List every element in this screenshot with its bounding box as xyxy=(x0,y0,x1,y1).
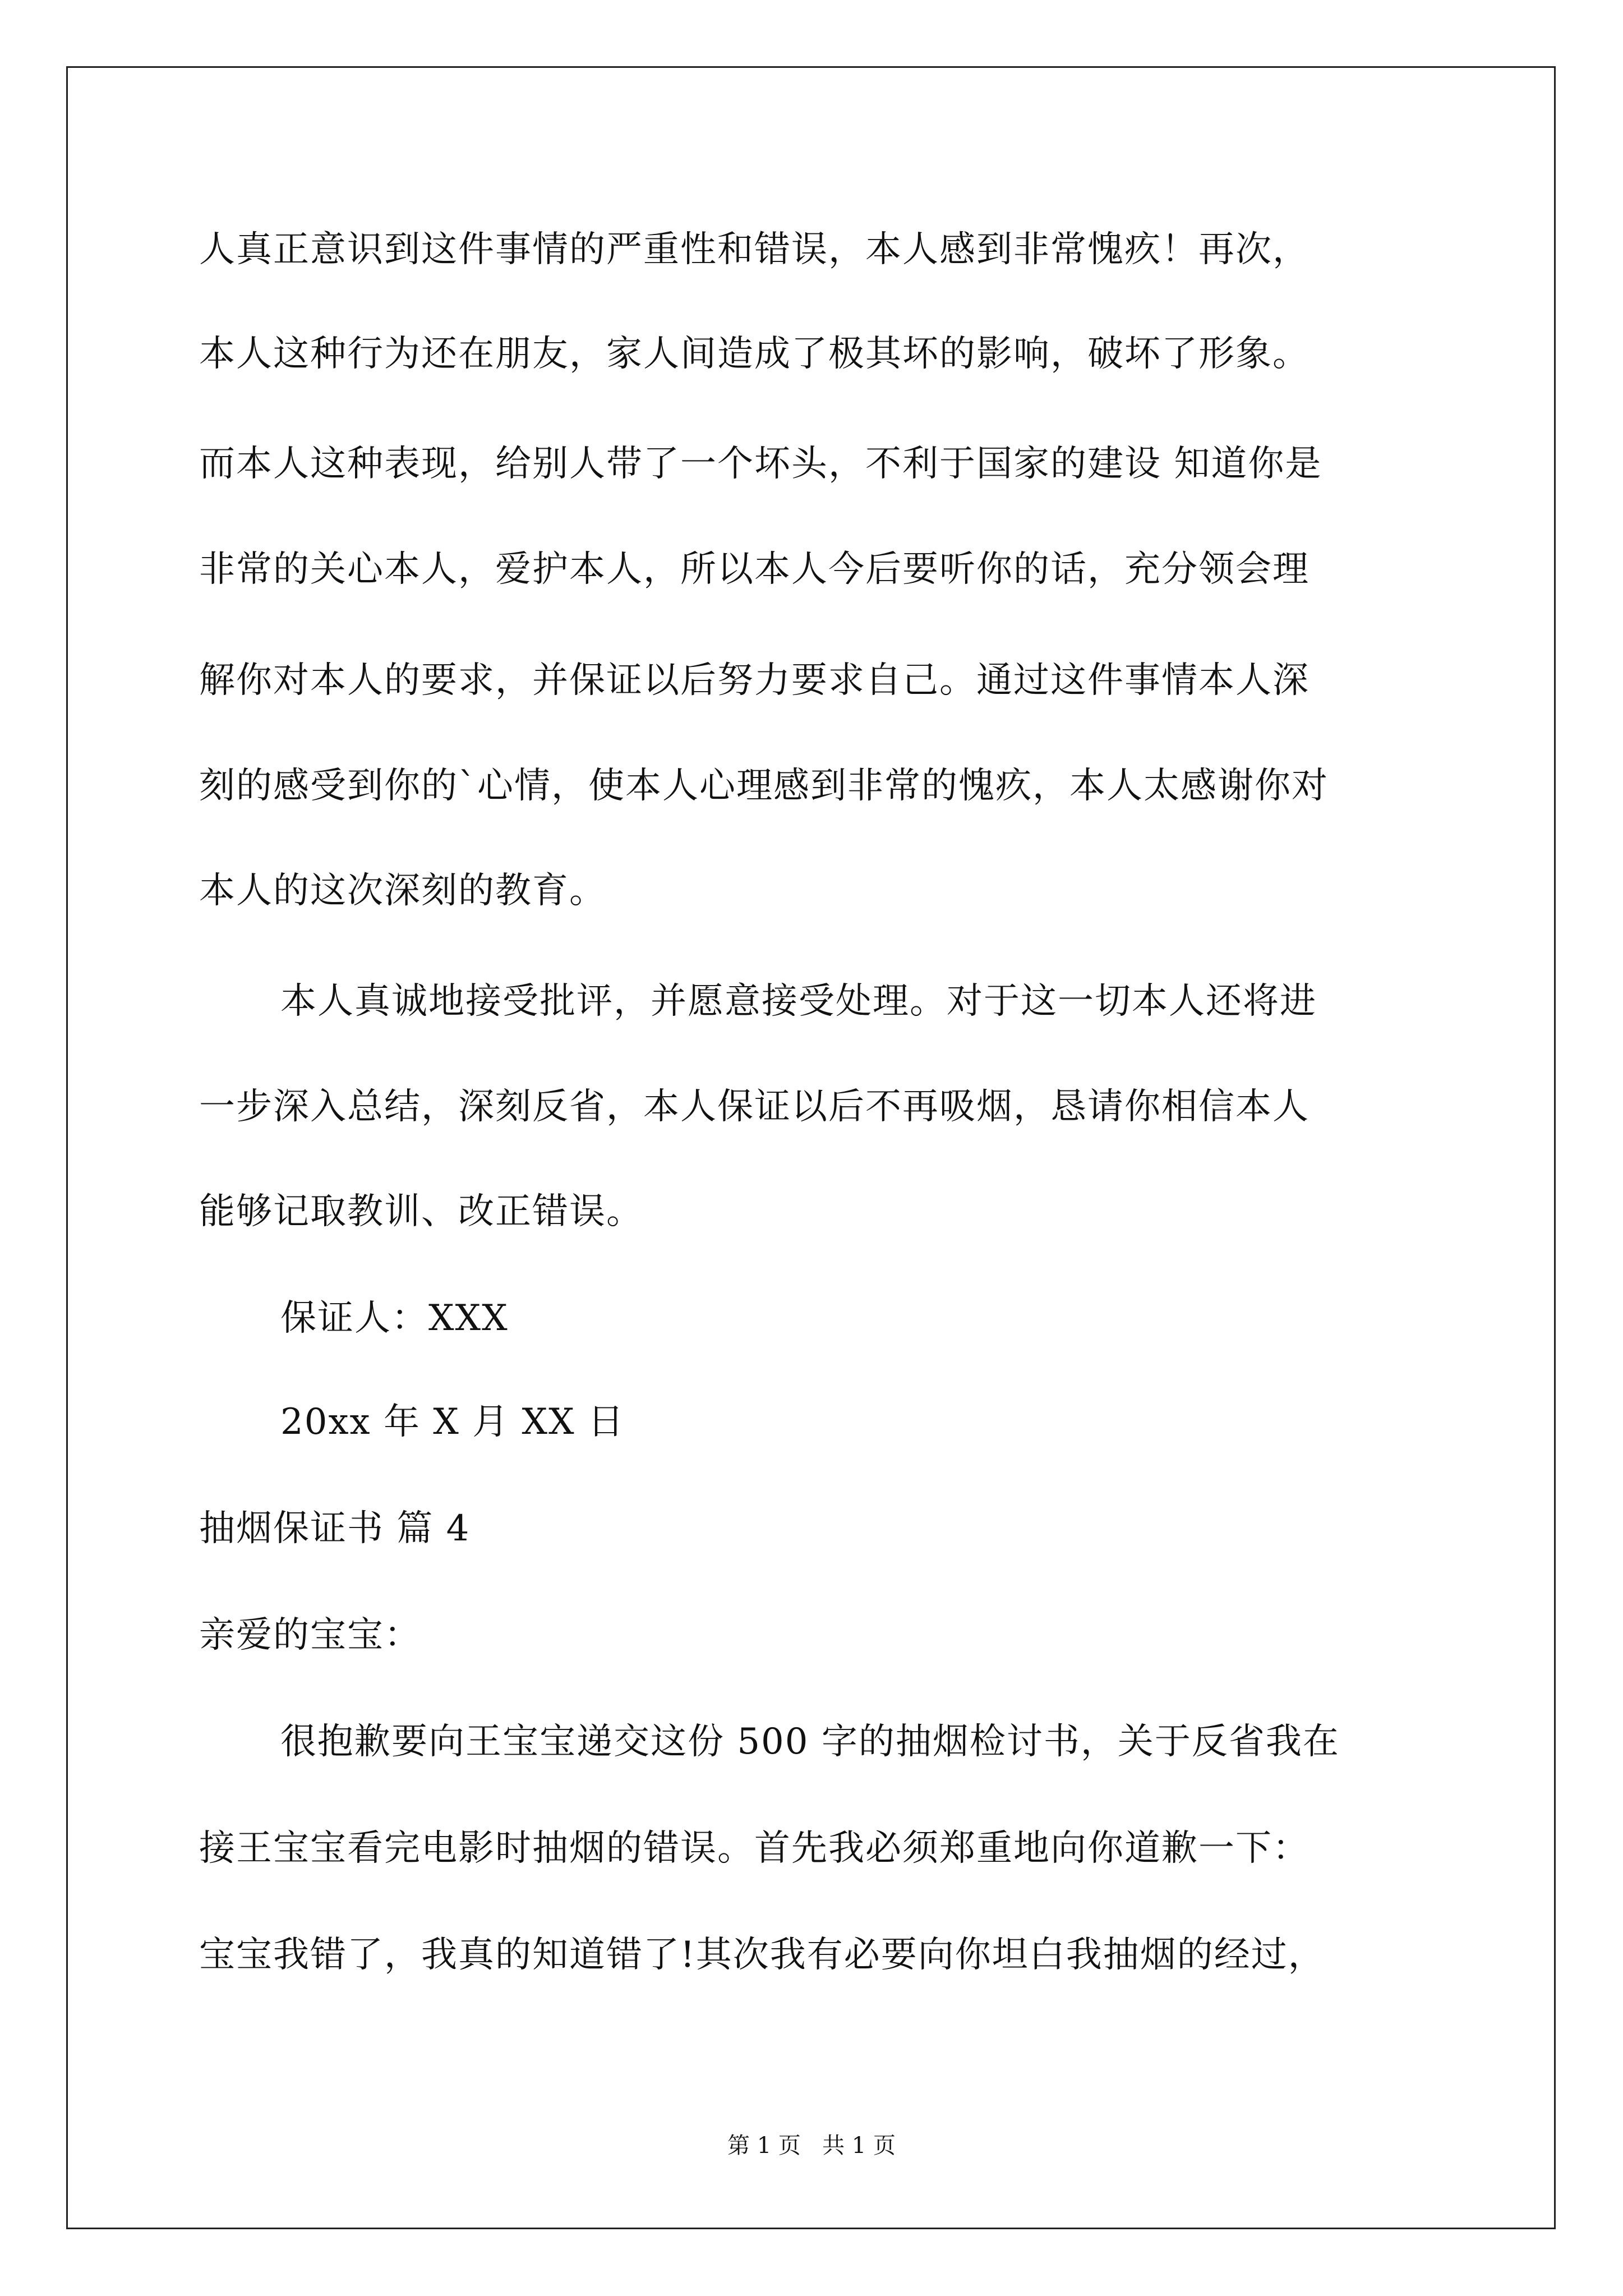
paragraph-line: 非常的关心本人，爱护本人，所以本人今后要听你的话，充分领会理 xyxy=(199,549,1310,590)
paragraph-line: 本人真诚地接受批评，并愿意接受处理。对于这一切本人还将进 xyxy=(280,981,1317,1022)
paragraph-line: 而本人这种表现，给别人带了一个坏头，不利于国家的建设 知道你是 xyxy=(199,443,1322,485)
paragraph-line: 能够记取教训、改正错误。 xyxy=(199,1191,643,1232)
page-footer: 第 1 页 共 1 页 xyxy=(727,2133,896,2159)
paragraph-line: 接王宝宝看完电影时抽烟的错误。首先我必须郑重地向你道歉一下： xyxy=(199,1828,1310,1869)
paragraph-line: 人真正意识到这件事情的严重性和错误，本人感到非常愧疚！再次， xyxy=(199,229,1310,270)
paragraph-line: 本人这种行为还在朋友，家人间造成了极其坏的影响，破坏了形象。 xyxy=(199,333,1310,375)
paragraph-line: 刻的感受到你的`心情，使本人心理感到非常的愧疚，本人太感谢你对 xyxy=(199,765,1329,807)
paragraph-line: 解你对本人的要求，并保证以后努力要求自己。通过这件事情本人深 xyxy=(199,660,1310,701)
paragraph-line: 宝宝我错了，我真的知道错了!其次我有必要向你坦白我抽烟的经过， xyxy=(199,1934,1325,1976)
section-heading: 抽烟保证书 篇 4 xyxy=(199,1508,471,1549)
paragraph-line: 一步深入总结，深刻反省，本人保证以后不再吸烟，恳请你相信本人 xyxy=(199,1086,1310,1128)
guarantor-line: 保证人：XXX xyxy=(280,1297,509,1339)
page-border xyxy=(66,66,1556,2229)
salutation: 亲爱的宝宝： xyxy=(199,1614,421,1656)
paragraph-line: 很抱歉要向王宝宝递交这份 500 字的抽烟检讨书，关于反省我在 xyxy=(280,1721,1340,1763)
date-line: 20xx 年 X 月 XX 日 xyxy=(280,1401,625,1443)
paragraph-line: 本人的这次深刻的教育。 xyxy=(199,870,606,912)
